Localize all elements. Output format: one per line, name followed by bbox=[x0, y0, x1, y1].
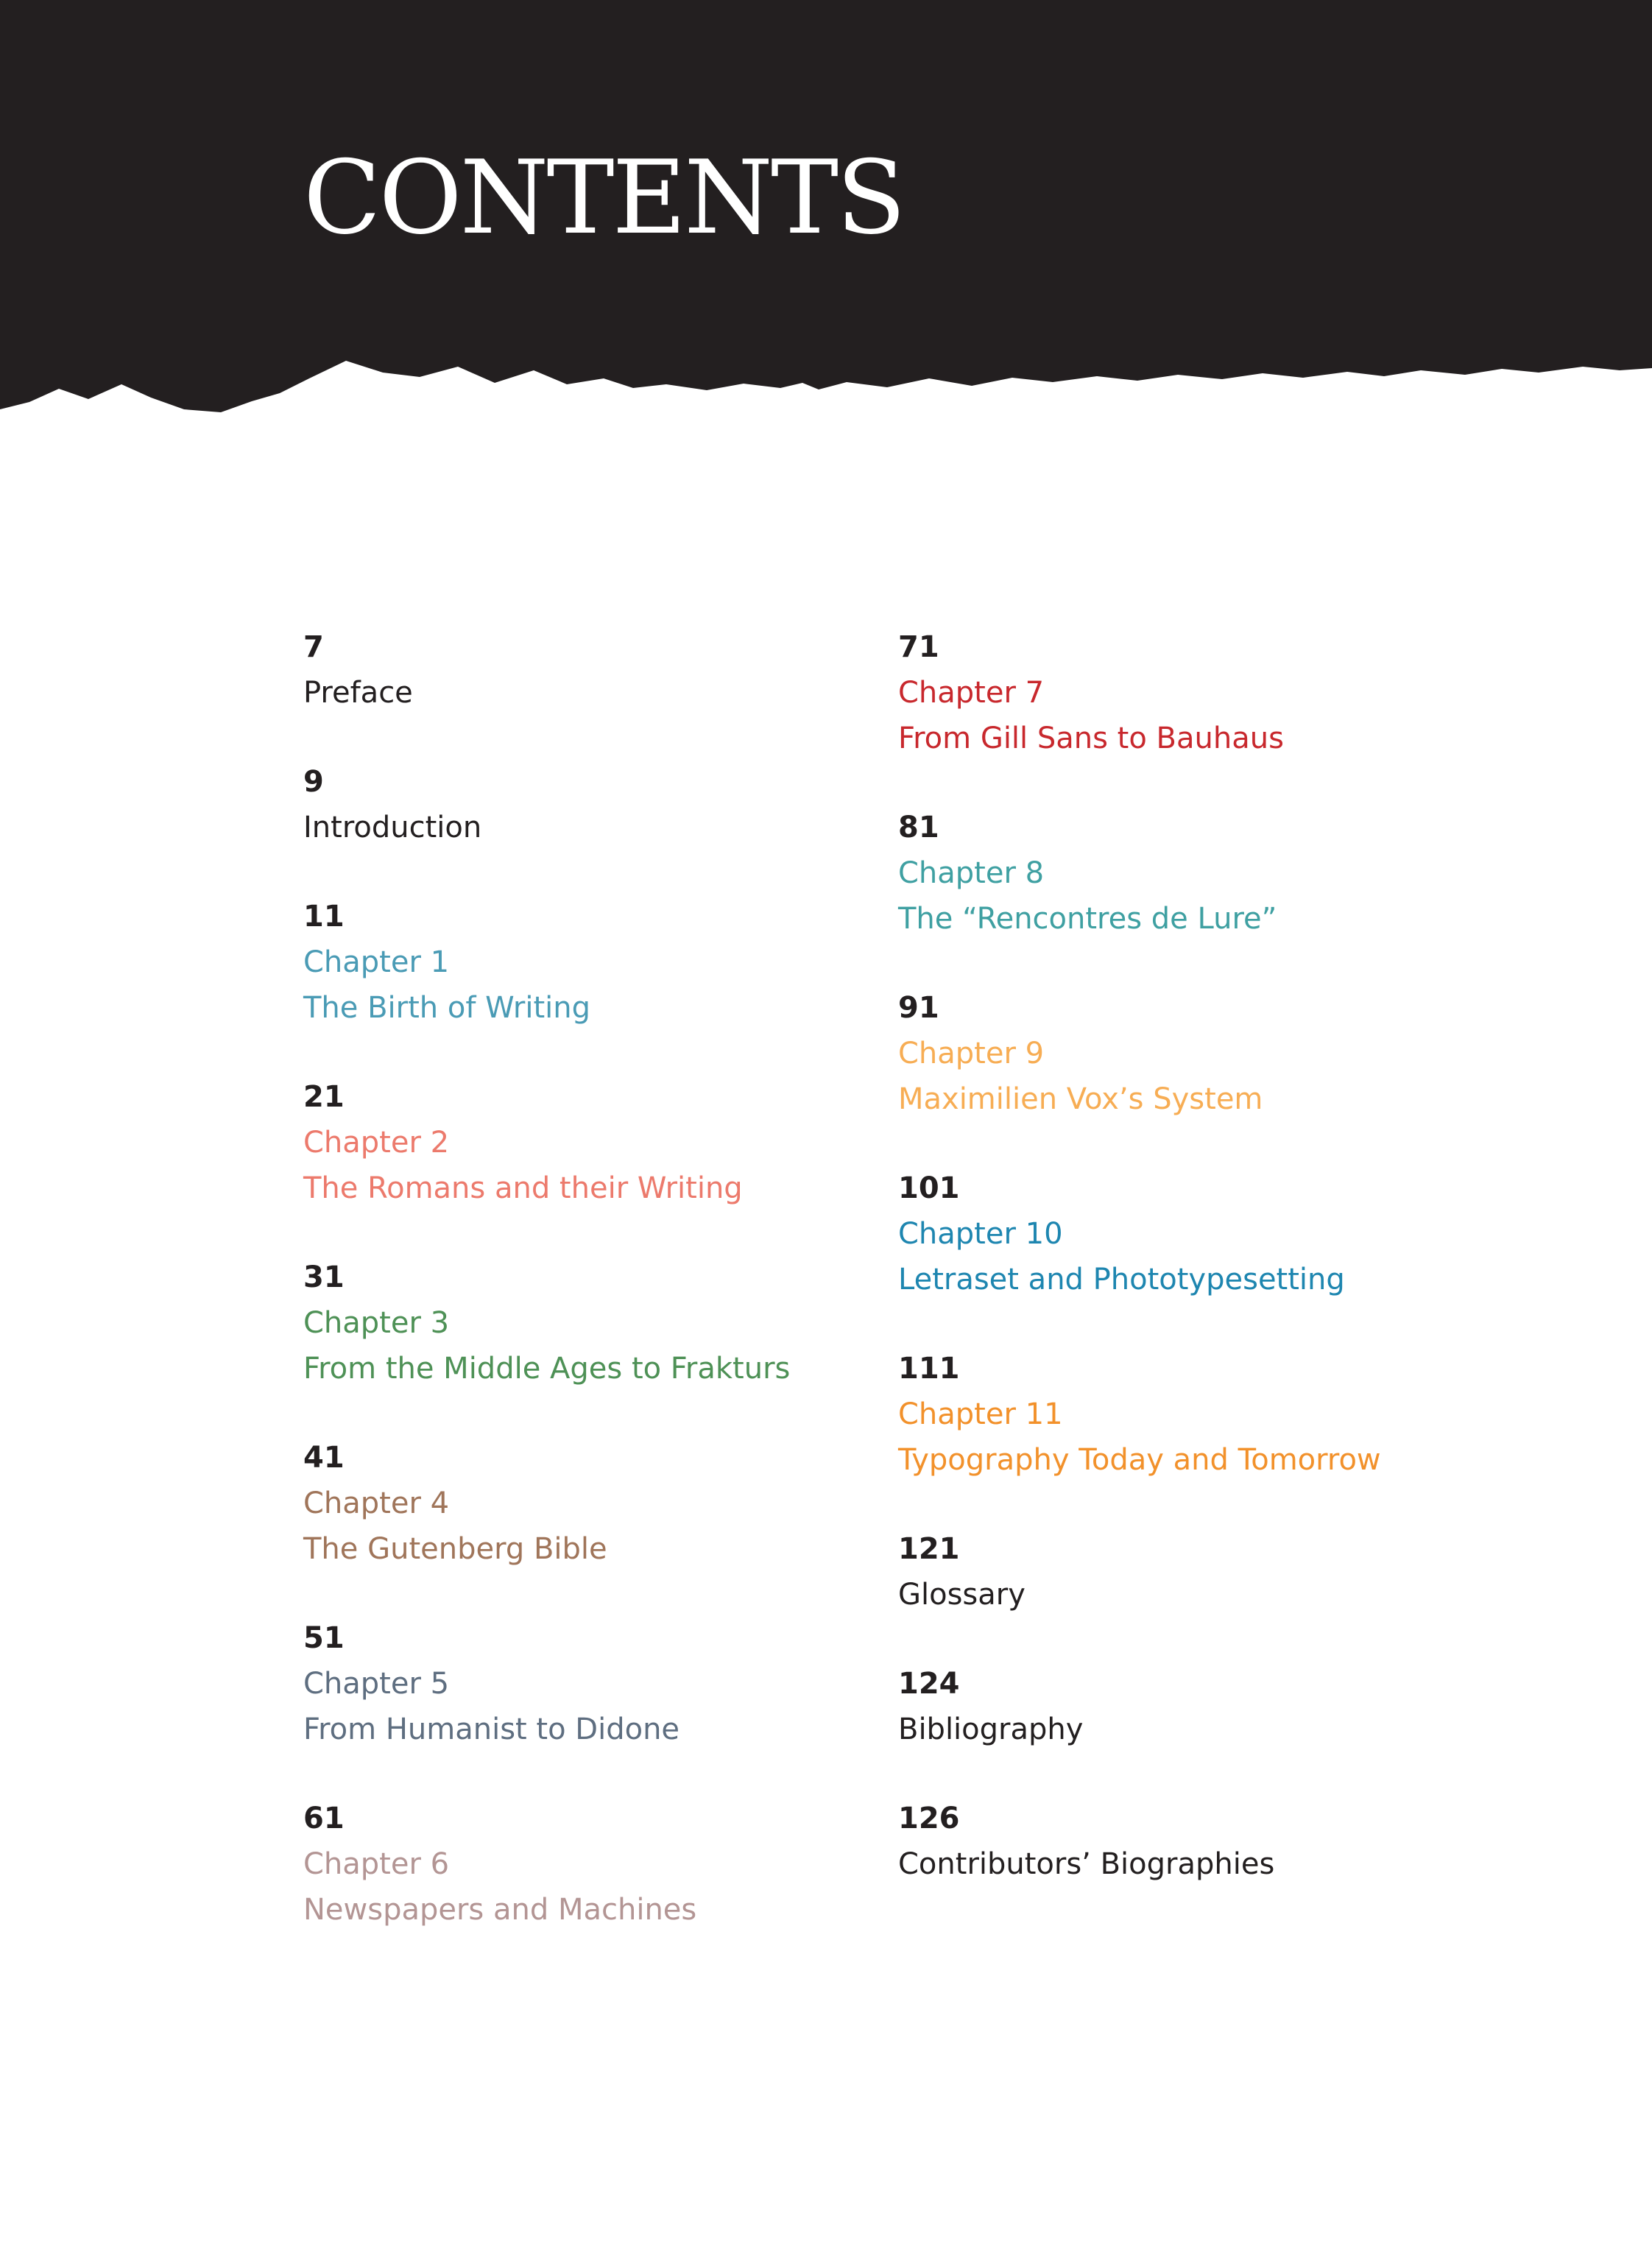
header-band bbox=[0, 0, 1652, 434]
toc-page-number: 21 bbox=[303, 1080, 345, 1114]
toc-entry-title: Glossary bbox=[898, 1578, 1026, 1612]
toc-entry bbox=[898, 1346, 1381, 1526]
toc-entry bbox=[303, 624, 790, 759]
toc-entry bbox=[898, 805, 1381, 985]
toc-entry-title: The Gutenberg Bible bbox=[303, 1532, 607, 1566]
toc-page-number: 61 bbox=[303, 1802, 345, 1835]
toc-page-number: 51 bbox=[303, 1621, 345, 1655]
toc-page-number: 126 bbox=[898, 1802, 960, 1835]
toc-page-number: 31 bbox=[303, 1260, 345, 1294]
toc-left-column bbox=[303, 624, 790, 1976]
toc-page-number: 41 bbox=[303, 1441, 345, 1475]
toc-entry bbox=[898, 1661, 1381, 1796]
toc-entry-title: Maximilien Vox’s System bbox=[898, 1082, 1263, 1116]
toc-chapter-label: Chapter 11 bbox=[898, 1397, 1063, 1431]
toc-entry-title: The Romans and their Writing bbox=[303, 1171, 743, 1205]
toc-chapter-label: Chapter 3 bbox=[303, 1306, 450, 1340]
toc-chapter-label: Chapter 5 bbox=[303, 1667, 450, 1701]
toc-chapter-label: Chapter 1 bbox=[303, 945, 450, 979]
toc-page-number: 124 bbox=[898, 1667, 960, 1701]
toc-entry bbox=[898, 1165, 1381, 1346]
toc-entry-title: Letraset and Phototypesetting bbox=[898, 1263, 1345, 1297]
toc-page-number: 9 bbox=[303, 765, 324, 799]
toc-entry-title: From the Middle Ages to Frakturs bbox=[303, 1352, 791, 1386]
toc-chapter-label: Chapter 6 bbox=[303, 1847, 450, 1881]
toc-page-number: 111 bbox=[898, 1352, 960, 1386]
toc-chapter-label: Chapter 4 bbox=[303, 1486, 450, 1520]
toc-entry-title: The “Rencontres de Lure” bbox=[898, 902, 1277, 936]
toc-entry-title: Introduction bbox=[303, 811, 482, 844]
toc-entry bbox=[303, 759, 790, 894]
toc-entry-title: Preface bbox=[303, 676, 413, 710]
toc-entry bbox=[303, 894, 790, 1074]
toc-page-number: 11 bbox=[303, 900, 345, 934]
toc-chapter-label: Chapter 8 bbox=[898, 856, 1045, 890]
page-title: CONTENTS bbox=[303, 138, 904, 257]
toc-entry bbox=[898, 624, 1381, 805]
toc-entry bbox=[303, 1255, 790, 1435]
toc-page-number: 121 bbox=[898, 1532, 960, 1566]
toc-entry-title: Contributors’ Biographies bbox=[898, 1847, 1275, 1881]
toc-chapter-label: Chapter 10 bbox=[898, 1217, 1063, 1251]
toc-entry-title: Bibliography bbox=[898, 1712, 1084, 1746]
toc-page-number: 101 bbox=[898, 1171, 960, 1205]
toc-chapter-label: Chapter 9 bbox=[898, 1037, 1045, 1070]
toc-entry-title: Typography Today and Tomorrow bbox=[898, 1443, 1381, 1477]
toc-entry bbox=[303, 1435, 790, 1615]
toc-entry bbox=[303, 1074, 790, 1255]
toc-entry-title: Newspapers and Machines bbox=[303, 1893, 697, 1927]
toc-page-number: 71 bbox=[898, 630, 939, 664]
toc-page-number: 81 bbox=[898, 811, 939, 844]
toc-page-number: 7 bbox=[303, 630, 324, 664]
toc-entry bbox=[898, 985, 1381, 1165]
toc-chapter-label: Chapter 7 bbox=[898, 676, 1045, 710]
toc-page-number: 91 bbox=[898, 991, 939, 1025]
toc-right-column bbox=[898, 624, 1381, 1930]
toc-entry bbox=[303, 1796, 790, 1976]
toc-entry bbox=[303, 1615, 790, 1796]
toc-entry-title: The Birth of Writing bbox=[303, 991, 590, 1025]
toc-entry bbox=[898, 1796, 1381, 1930]
toc-entry-title: From Gill Sans to Bauhaus bbox=[898, 722, 1284, 755]
toc-chapter-label: Chapter 2 bbox=[303, 1126, 450, 1160]
toc-entry bbox=[898, 1526, 1381, 1661]
toc-entry-title: From Humanist to Didone bbox=[303, 1712, 680, 1746]
